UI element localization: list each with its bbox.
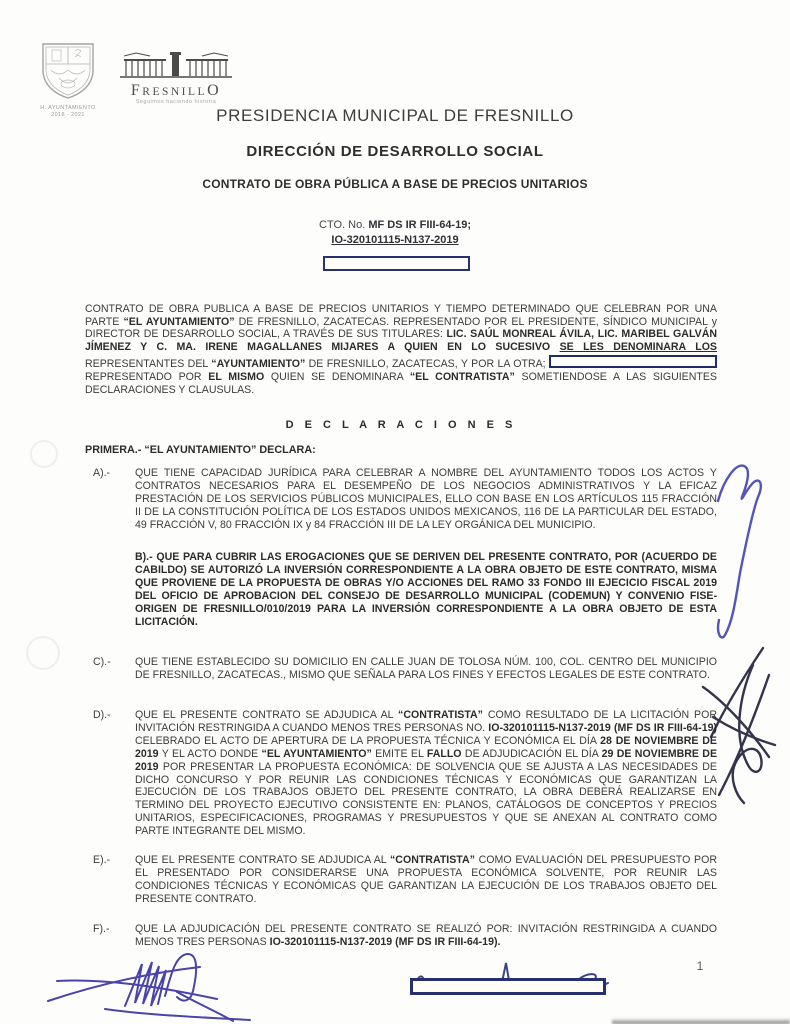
department-title: DIRECCIÓN DE DESARROLLO SOCIAL <box>246 143 544 160</box>
hole-punch-mark <box>26 636 60 670</box>
item-label: C).- <box>93 656 111 668</box>
primera-heading: PRIMERA.- “EL AYUNTAMIENTO” DECLARA: <box>85 444 316 456</box>
declaration-item-c <box>85 656 717 682</box>
intro-paragraph: CONTRATO DE OBRA PUBLICA A BASE DE PRECIOS UNITARIOS Y TIEMPO DETERMINADO QUE CELEBRAN POR UNA PARTE “EL AYUNTAMIENTO” DE FRESNILLO, ZACATECAS. REPRESENTADO POR EL PRESIDENTE, SÍNDICO MUNICIPAL y DIRECTOR DE DESARROLLO SOCIAL, A TRAVÉS DE SUS TITULARES: LIC. SAÚL MONREAL ÁVILA, LIC. MARIBEL GALVÁN JÍMENEZ Y C. MA. IRENE MAGALLANES MIJARES A QUIEN EN LO SUCESIVO SE LES DENOMINARA LOS REPRESENTANTES DEL “AYUNTAMIENTO” DE FRESNILLO, ZACATECAS, Y POR LA OTRA; REPRESENTADO POR EL MISMO QUIEN SE DENOMINARA “EL CONTRATISTA” SOMETIENDOSE A LAS SIGUIENTES DECLARACIONES Y CLAUSULAS. <box>85 302 718 397</box>
aqueduct-icon <box>116 52 236 78</box>
item-text: QUE TIENE ESTABLECIDO SU DOMICILIO EN CALLE JUAN DE TOLOSA NÚM. 100, COL. CENTRO DEL MUNICIPIO DE FRESNILLO, ZACATECAS., MISMO QUE SEÑALA PARA LOS FINES Y EFECTOS LEGALES DE ESTE CONTRATO. <box>135 656 717 681</box>
cto-number: MF DS IR FIII-64-19; <box>368 219 471 231</box>
redaction-box-signature <box>410 978 606 995</box>
fresnillo-wordmark: FRESNILLO <box>130 82 222 99</box>
redaction-box-inline <box>549 355 717 368</box>
fresnillo-tagline: Seguimos haciendo historia <box>135 99 217 105</box>
fresnillo-logo <box>106 52 246 105</box>
item-text: B).- QUE PARA CUBRIR LAS EROGACIONES QUE SE DERIVEN DEL PRESENTE CONTRATO, POR (ACUERDO DE CABILDO) SE AUTORIZÓ LA INVERSIÓN CORRESPONDIENTE A LA OBRA OBJETO DE ESTE CONTRATO, MISMA QUE PROVIENE DE LA PROPUESTA DE OBRAS Y/O ACCIONES DEL RAMO 33 FONDO III EJECICIO FISCAL 2019 DEL OFICIO DE APROBACION DEL CONSEJO DE DESARROLLO MUNICIPAL (CODEMUN) Y CONVENIO FISE-ORIGEN DE FRESNILLO/010/2019 PARA LA INVERSIÓN CORRESPONDIENTE A LA OBRA OBJETO DE ESTA LICITACIÓN. <box>135 551 717 628</box>
contract-type-title: CONTRATO DE OBRA PÚBLICA A BASE DE PRECIOS UNITARIOS <box>202 177 588 191</box>
item-text: QUE EL PRESENTE CONTRATO SE ADJUDICA AL “CONTRATISTA” COMO EVALUACIÓN DEL PRESUPUESTO POR EL PRESENTADO POR CONSIDERARSE UNA PROPUESTA ECONÓMICA SOLVENTE, POR REUNIR LAS CONDICIONES TÉCNICAS Y ECONÓMICAS QUE GARANTIZAN LA EJECUCIÓN DE LOS TRABAJOS OBJETO DEL PRESENTE CONTRATO. <box>135 854 717 905</box>
page-title: PRESIDENCIA MUNICIPAL DE FRESNILLO <box>216 106 574 125</box>
item-label: F).- <box>93 923 110 935</box>
signature-bottom-left <box>45 946 295 1024</box>
item-text: QUE EL PRESENTE CONTRATO SE ADJUDICA AL “CONTRATISTA” COMO RESULTADO DE LA LICITACIÓN POR INVITACIÓN RESTRINGIDA A CUANDO MENOS TRES PERSONAS NO. IO-320101115-N137-2019 (MF DS IR FIII-64-19) CELEBRADO EL ACTO DE APERTURA DE LA PROPUESTA TÉCNICA Y ECONÓMICA EL DÍA 28 DE NOVIEMBRE DE 2019 Y EL ACTO DONDE “EL AYUNTAMIENTO” EMITE EL FALLO DE ADJUDICACIÓN EL DÍA 29 DE NOVIEMBRE DE 2019 POR PRESENTAR LA PROPUESTA ECONÓMICA: DE SOLVENCIA QUE SE AJUSTA A LAS NECESIDADES DE DICHO CONCURSO Y POR REUNIR LAS CONDICIONES TÉCNICAS Y ECONÓMICAS QUE GARANTIZAN LA EJECUCIÓN DE LOS TRABAJOS OBJETO DEL PRESENTE CONTRATO, LA OBRA DEBERÁ REALIZARSE EN TERMINO DEL PROYECTO EJECUTIVO CONSISTENTE EN: PLANOS, CATÁLOGOS DE CONCEPTOS Y PRECIOS UNITARIOS, ESPECIFICACIONES, PROGRAMAS Y PRESUPUESTOS Y QUE SE ANEXAN AL CONTRATO COMO PARTE INTEGRANTE DEL MISMO. <box>135 709 718 838</box>
declaration-item-e <box>85 854 717 906</box>
shield-caption: H. AYUNTAMIENTO 2018 - 2021 <box>40 105 96 118</box>
item-label: D).- <box>93 709 111 721</box>
io-number-line: IO-320101115-N137-2019 <box>331 234 459 246</box>
page-number: 1 <box>696 959 704 973</box>
declaration-item-f <box>85 923 717 949</box>
hole-punch-mark <box>30 440 58 468</box>
cto-label: CTO. No. <box>319 219 369 231</box>
item-text: QUE LA ADJUDICACIÓN DEL PRESENTE CONTRATO SE REALIZÓ POR: INVITACIÓN RESTRINGIDA A CUANDO MENOS TRES PERSONAS IO-320101115-N137-2019 (MF DS IR FIII-64-19). <box>135 923 717 948</box>
item-text: QUE TIENE CAPACIDAD JURÍDICA PARA CELEBRAR A NOMBRE DEL AYUNTAMIENTO TODOS LOS ACTOS Y CONTRATOS NECESARIOS PARA EL DESEMPEÑO DE LOS NEGOCIOS ADMINISTRATIVOS Y LA EFICAZ PRESTACIÓN DE LOS SERVICIOS PÚBLICOS MUNICIPALES, ELLO CON BASE EN LOS ARTÍCULOS 115 FRACCIÓN II DE LA CONSTITUCIÓN POLÍTICA DE LOS ESTADOS UNIDOS MEXICANOS, 116 DE LA PARTICULAR DEL ESTADO, 49 FRACCIÓN V, 80 FRACCIÓN IX y 84 FRACCIÓN III DE LA LEY ORGÁNICA DEL MUNICIPIO. <box>135 467 717 531</box>
shield-icon <box>39 40 97 100</box>
declaration-item-d <box>85 709 717 838</box>
declaration-item-b <box>135 551 717 628</box>
declaration-item-a <box>85 467 717 532</box>
margin-signature-dark-ink <box>693 645 783 805</box>
contract-number-line <box>0 219 790 231</box>
redaction-box-header <box>323 256 470 271</box>
margin-initials-blue-ink <box>706 453 771 648</box>
item-label: A).- <box>93 467 111 479</box>
declaraciones-heading: D E C L A R A C I O N E S <box>285 419 517 431</box>
scan-edge-smudge <box>612 1018 790 1024</box>
item-label: E).- <box>93 854 111 866</box>
